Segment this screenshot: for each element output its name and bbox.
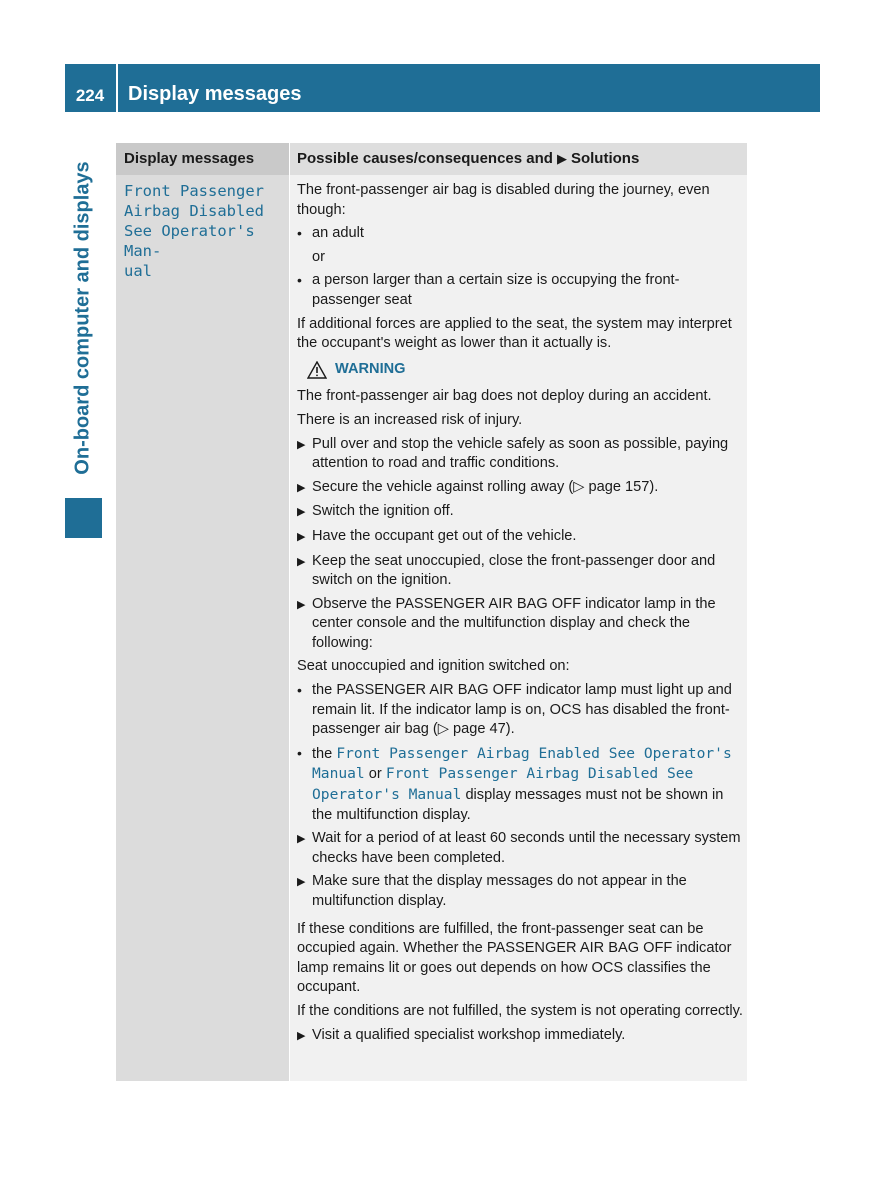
arrow-right-icon: ▶	[297, 438, 306, 451]
column-header-solutions-text: Solutions	[570, 150, 640, 167]
bullet-text: a person larger than a certain size is occupying the front-passenger seat	[312, 272, 680, 308]
conditions-fulfilled-text: If these conditions are fulfilled, the front-passenger seat can be occupied again. Whether the PASSENGER AIR BAG OFF indicator lamp remains lit or goes out depends on how OCS classifies the occupant.	[297, 920, 732, 996]
step-text: Visit a qualified specialist workshop immediately.	[312, 1026, 626, 1043]
bullet-icon: •	[297, 272, 302, 289]
bullet-text-part: the	[312, 745, 333, 762]
arrow-right-icon: ▶	[297, 876, 306, 889]
step-text: Wait for a period of at least 60 seconds until the necessary system checks have been completed.	[312, 830, 741, 866]
display-message-line: ual	[124, 262, 152, 280]
list-item	[297, 552, 743, 591]
column-header-display-messages: Display messages	[124, 150, 255, 167]
list-item	[297, 872, 743, 911]
display-message-inline: Front Passenger Airbag Enabled See Operator's Manual	[312, 744, 732, 783]
column-divider	[289, 143, 290, 1081]
arrow-right-icon: ▶	[297, 530, 306, 543]
step-text: Observe the PASSENGER AIR BAG OFF indicator lamp in the center console and the multifunction display and check the following:	[312, 595, 716, 651]
display-message-line: Front Passenger	[124, 182, 264, 200]
list-item	[297, 1026, 743, 1047]
seat-unoccupied-text: Seat unoccupied and ignition switched on:	[297, 658, 570, 675]
warning-text: There is an increased risk of injury.	[297, 411, 523, 428]
column-header-causes-solutions	[297, 150, 639, 167]
table-left-column	[116, 143, 289, 1081]
arrow-right-icon: ▶	[297, 1029, 306, 1042]
display-message	[124, 181, 284, 281]
warning-heading	[297, 360, 743, 380]
arrow-right-icon: ▶	[297, 555, 306, 568]
additional-forces-text: If additional forces are applied to the seat, the system may interpret the occupant's weight as lower than it actually is.	[297, 315, 732, 352]
intro-text: The front-passenger air bag is disabled during the journey, even though:	[297, 182, 710, 218]
side-tab-marker	[65, 498, 102, 538]
page-number: 224	[75, 86, 105, 105]
step-text: Switch the ignition off.	[312, 503, 454, 520]
conditions-not-fulfilled-text: If the conditions are not fulfilled, the system is not operating correctly.	[297, 1002, 743, 1019]
warning-label: WARNING	[335, 360, 406, 377]
list-item	[297, 527, 743, 548]
bullet-text: the PASSENGER AIR BAG OFF indicator lamp must light up and remain lit. If the indicator lamp is on, OCS has disabled the front-passenger air bag (▷ page 47).	[312, 682, 732, 738]
step-text: Make sure that the display messages do not appear in the multifunction display.	[312, 873, 687, 909]
list-item	[297, 224, 743, 244]
step-text: Secure the vehicle against rolling away (▷ page 157).	[312, 478, 659, 495]
list-item	[297, 744, 743, 825]
side-tab-label: On-board computer and displays	[71, 161, 94, 475]
bullet-text	[312, 744, 743, 825]
step-text: Have the occupant get out of the vehicle.	[312, 527, 577, 544]
bullet-icon: •	[297, 225, 302, 242]
header-divider	[116, 64, 118, 112]
list-item	[297, 829, 743, 868]
side-tab	[66, 143, 100, 493]
list-item	[297, 502, 743, 523]
column-header-causes-text: Possible causes/consequences and	[297, 150, 553, 167]
step-text: Keep the seat unoccupied, close the front-passenger door and switch on the ignition.	[312, 552, 716, 589]
warning-triangle-icon	[307, 361, 327, 379]
causes-solutions-content	[297, 181, 743, 1050]
bullet-text: an adult	[312, 225, 364, 242]
bullet-text-part: or	[368, 766, 382, 783]
list-item	[297, 435, 743, 474]
bullet-icon: •	[297, 682, 302, 699]
arrow-right-icon: ▶	[297, 506, 306, 519]
arrow-right-icon: ▶	[297, 481, 306, 494]
arrow-right-icon: ▶	[297, 598, 306, 611]
page-title: Display messages	[128, 83, 302, 105]
arrow-right-icon: ▶	[556, 150, 567, 166]
list-item	[297, 595, 743, 654]
list-item	[297, 271, 743, 310]
display-message-inline: Front Passenger Airbag Disabled See Operator's Manual	[312, 765, 694, 804]
display-message-line: See Operator's Man-	[124, 222, 255, 260]
warning-text: The front-passenger air bag does not deploy during an accident.	[297, 388, 712, 405]
step-text: Pull over and stop the vehicle safely as soon as possible, paying attention to road and traffic conditions.	[312, 435, 729, 472]
or-text: or	[312, 248, 325, 265]
display-message-line: Airbag Disabled	[124, 202, 264, 220]
bullet-text-part: display messages must not be shown in the multifunction display.	[312, 787, 724, 823]
list-item	[297, 681, 743, 740]
bullet-icon: •	[297, 744, 302, 761]
arrow-right-icon: ▶	[297, 833, 306, 846]
list-item	[297, 478, 743, 499]
